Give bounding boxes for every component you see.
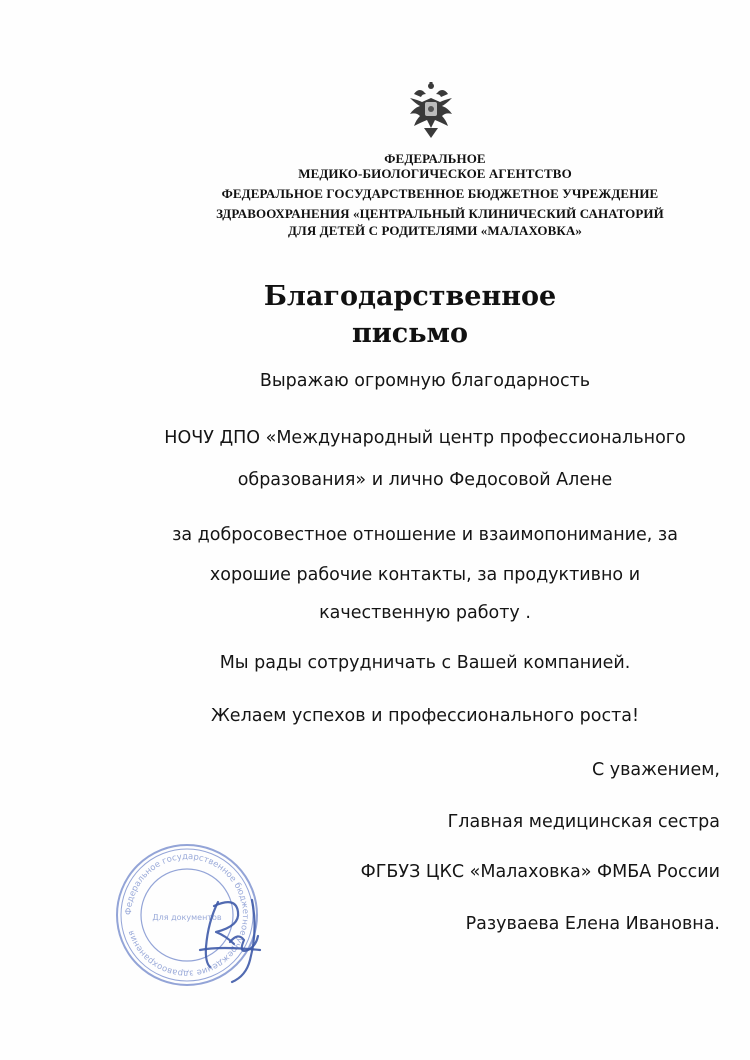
handwritten-signature-icon — [180, 880, 290, 990]
body-paragraph-2a: НОЧУ ДПО «Международный центр профессионального — [164, 428, 686, 448]
letterhead-line-1: ФЕДЕРАЛЬНОЕ — [384, 151, 486, 166]
signer-name: Разуваева Елена Ивановна. — [465, 914, 720, 934]
body-paragraph-4: Мы рады сотрудничать с Вашей компанией. — [219, 653, 631, 673]
letterhead-line-4: ЗДРАВООХРАНЕНИЯ «ЦЕНТРАЛЬНЫЙ КЛИНИЧЕСКИЙ САНАТОРИЙ — [216, 206, 664, 221]
closing-regards: С уважением, — [591, 760, 720, 780]
body-paragraph-3a: за добросовестное отношение и взаимопонимание, за — [172, 525, 678, 545]
body-paragraph-5: Желаем успехов и профессионального роста! — [210, 706, 640, 726]
letterhead-line-2: МЕДИКО-БИОЛОГИЧЕСКОЕ АГЕНТСТВО — [298, 166, 572, 181]
stamp-ring-text: Федеральное государственное бюджетное учреждение здравоохранения — [123, 851, 251, 979]
double-headed-eagle-icon — [404, 80, 458, 140]
stamp-inner-text: Для документов — [152, 913, 222, 922]
letter-title-2: письмо — [351, 318, 468, 349]
body-paragraph-2b: образования» и лично Федосовой Алене — [237, 470, 613, 490]
signer-organization: ФГБУЗ ЦКС «Малаховка» ФМБА России — [360, 862, 720, 882]
letterhead-line-3: ФЕДЕРАЛЬНОЕ ГОСУДАРСТВЕННОЕ БЮДЖЕТНОЕ УЧРЕЖДЕНИЕ — [221, 186, 659, 201]
body-paragraph-1: Выражаю огромную благодарность — [259, 371, 591, 391]
body-paragraph-3c: качественную работу . — [319, 603, 531, 623]
body-paragraph-3b: хорошие рабочие контакты, за продуктивно и — [209, 565, 641, 585]
signer-position: Главная медицинская сестра — [447, 812, 720, 832]
letterhead-line-5: ДЛЯ ДЕТЕЙ С РОДИТЕЛЯМИ «МАЛАХОВКА» — [288, 223, 582, 238]
letter-title: Благодарственное — [263, 281, 557, 312]
